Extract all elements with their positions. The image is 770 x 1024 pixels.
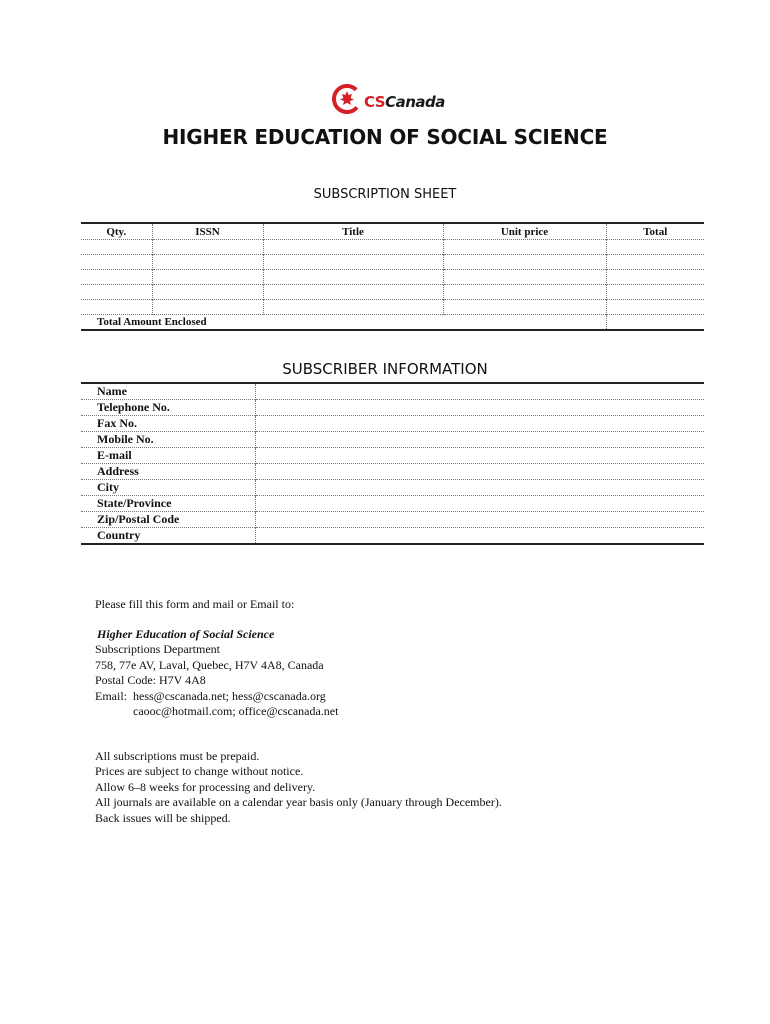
field-row — [81, 528, 704, 545]
table-row — [81, 270, 704, 285]
col-qty-header: Qty. — [106, 225, 127, 238]
name-label: Name — [81, 383, 255, 400]
email-field[interactable] — [255, 448, 704, 464]
total-field[interactable] — [606, 285, 704, 300]
unit-price-field[interactable] — [443, 300, 606, 315]
zip-field[interactable] — [255, 512, 704, 528]
field-row — [81, 383, 704, 400]
name-field[interactable] — [255, 383, 704, 400]
field-row — [81, 448, 704, 464]
address-email-label: Email: — [95, 688, 127, 703]
table-row — [81, 285, 704, 300]
mailing-address — [95, 627, 338, 719]
title-field[interactable] — [263, 240, 443, 255]
zip-label: Zip/Postal Code — [81, 512, 255, 528]
qty-field[interactable] — [81, 255, 152, 270]
mobile-label: Mobile No. — [81, 432, 255, 448]
total-field[interactable] — [606, 300, 704, 315]
notes-block — [95, 749, 502, 826]
unit-price-field[interactable] — [443, 240, 606, 255]
city-field[interactable] — [255, 480, 704, 496]
issn-field[interactable] — [152, 255, 263, 270]
subscription-table — [81, 222, 704, 331]
mobile-field[interactable] — [255, 432, 704, 448]
title-field[interactable] — [263, 270, 443, 285]
table-row — [81, 255, 704, 270]
telephone-field[interactable] — [255, 400, 704, 416]
address-journal-name: Higher Education of Social Science — [97, 627, 275, 641]
subscriber-table — [81, 382, 704, 545]
fax-label: Fax No. — [81, 416, 255, 432]
address-street: 758, 77e AV, Laval, Quebec, H7V 4A8, Canada — [95, 657, 324, 672]
unit-price-field[interactable] — [443, 285, 606, 300]
unit-price-field[interactable] — [443, 270, 606, 285]
logo-text-canada: Canada — [385, 93, 445, 111]
total-amount-field[interactable] — [606, 315, 704, 331]
qty-field[interactable] — [81, 300, 152, 315]
field-row — [81, 416, 704, 432]
country-label: Country — [81, 528, 255, 545]
field-row — [81, 512, 704, 528]
col-issn-header: ISSN — [152, 223, 263, 240]
table-row — [81, 300, 704, 315]
note-line: Allow 6–8 weeks for processing and delivery. — [95, 779, 316, 794]
total-field[interactable] — [606, 255, 704, 270]
address-postal-code: Postal Code: H7V 4A8 — [95, 673, 206, 688]
address-email-1[interactable]: hess@cscanada.net; hess@cscanada.org — [133, 688, 326, 703]
note-line: All journals are available on a calendar year basis only (January through December). — [95, 795, 502, 810]
state-field[interactable] — [255, 496, 704, 512]
total-field[interactable] — [606, 240, 704, 255]
address-email-row — [95, 689, 338, 704]
field-row — [81, 432, 704, 448]
subscription-sheet-heading: SUBSCRIPTION SHEET — [313, 187, 457, 202]
col-unit-price-header: Unit price — [443, 223, 606, 240]
title-field[interactable] — [263, 285, 443, 300]
note-line: Back issues will be shipped. — [95, 810, 231, 825]
table-row — [81, 240, 704, 255]
address-email-2[interactable]: caooc@hotmail.com; office@cscanada.net — [133, 704, 339, 719]
cscanada-maple-icon — [332, 84, 362, 114]
issn-field[interactable] — [152, 240, 263, 255]
qty-field[interactable] — [81, 285, 152, 300]
unit-price-field[interactable] — [443, 255, 606, 270]
address-label: Address — [81, 464, 255, 480]
col-title-header: Title — [263, 223, 443, 240]
total-row — [81, 315, 704, 331]
qty-field[interactable] — [81, 270, 152, 285]
address-field[interactable] — [255, 464, 704, 480]
total-field[interactable] — [606, 270, 704, 285]
logo-text-cs: CS — [364, 93, 386, 111]
field-row — [81, 400, 704, 416]
city-label: City — [81, 480, 255, 496]
note-line: All subscriptions must be prepaid. — [95, 749, 260, 763]
note-line: Prices are subject to change without notice. — [95, 764, 304, 779]
title-field[interactable] — [263, 300, 443, 315]
fax-field[interactable] — [255, 416, 704, 432]
email-label: E-mail — [81, 448, 255, 464]
qty-field[interactable] — [81, 240, 152, 255]
field-row — [81, 464, 704, 480]
state-label: State/Province — [81, 496, 255, 512]
subscriber-info-heading: SUBSCRIBER INFORMATION — [282, 360, 488, 378]
issn-field[interactable] — [152, 285, 263, 300]
total-amount-label: Total Amount Enclosed — [81, 315, 606, 331]
telephone-label: Telephone No. — [81, 400, 255, 416]
col-total-header: Total — [606, 223, 704, 240]
issn-field[interactable] — [152, 270, 263, 285]
field-row — [81, 480, 704, 496]
cscanada-logo — [332, 84, 445, 114]
address-department: Subscriptions Department — [95, 642, 220, 657]
table-header-row — [81, 223, 704, 240]
instructions-text: Please fill this form and mail or Email to: — [95, 597, 295, 611]
field-row — [81, 496, 704, 512]
journal-title: HIGHER EDUCATION OF SOCIAL SCIENCE — [162, 125, 608, 149]
country-field[interactable] — [255, 528, 704, 545]
issn-field[interactable] — [152, 300, 263, 315]
title-field[interactable] — [263, 255, 443, 270]
